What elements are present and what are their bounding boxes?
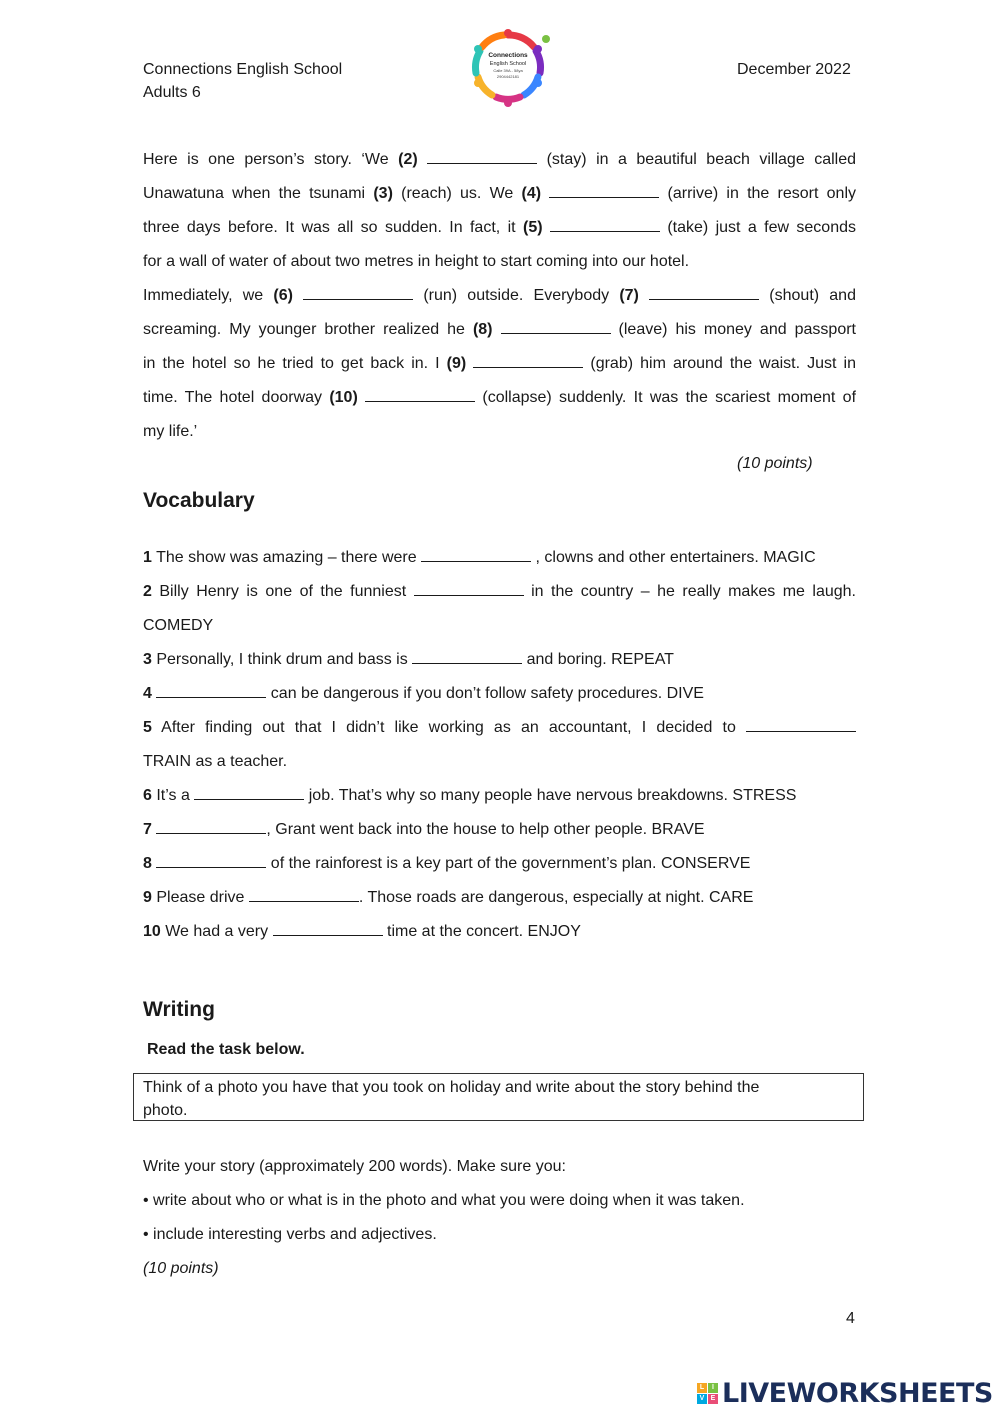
text-segment: We had a very [160,923,273,940]
text-segment: (take) just a few seconds [659,219,856,236]
item-number: (6) [273,287,293,304]
text-segment [639,287,649,304]
vocabulary-item-6 [143,779,856,813]
writing-task-box [133,1073,864,1121]
text-segment: , Grant went back into the house to help other people. BRAVE [266,821,705,838]
logo-letter-l: L [697,1383,707,1393]
header-date: December 2022 [737,61,851,78]
answer-blank[interactable] [649,285,759,300]
answer-blank[interactable] [414,581,524,596]
text-segment: Here is one person’s story. ‘We [143,151,399,168]
svg-text:English School: English School [489,61,527,67]
svg-text:Calle 39A - 58ya: Calle 39A - 58ya [493,68,523,73]
item-number: (4) [521,185,542,202]
answer-blank[interactable] [421,547,531,562]
vocabulary-item-1 [143,541,856,575]
story-line [143,143,856,177]
logo-letter-e: E [708,1394,718,1404]
story-line [143,177,856,211]
answer-blank[interactable] [549,183,659,198]
text-segment [493,321,501,338]
liveworksheets-brand: LIVEWORKSHEETS [722,1378,993,1409]
text-segment: Please drive [151,889,249,906]
story-line [143,279,856,313]
vocabulary-heading: Vocabulary [143,489,255,512]
item-number: 5 [143,719,152,736]
item-number: 10 [143,923,161,940]
vocabulary-item-7 [143,813,856,847]
answer-blank[interactable] [156,853,266,868]
answer-blank[interactable] [273,921,383,936]
item-number: (2) [398,151,418,168]
answer-blank[interactable] [550,217,660,232]
story-line [143,245,856,279]
text-segment: TRAIN as a teacher. [143,753,288,770]
item-number: 6 [143,787,152,804]
story-points: (10 points) [737,455,813,472]
writing-prompt: Write your story (approximately 200 words). Make sure you: [143,1158,566,1175]
answer-blank[interactable] [501,319,611,334]
vocabulary-item-2 [143,575,856,609]
text-segment: Immediately, we [143,287,274,304]
liveworksheets-watermark [697,1378,993,1409]
vocabulary-item-5 [143,745,856,779]
task-text-line-2: photo. [143,1102,188,1119]
text-segment: (arrive) in the resort only [659,185,856,202]
text-segment: . Those roads are dangerous, especially at night. CARE [358,889,754,906]
text-segment: job. That’s why so many people have nervous breakdowns. STRESS [304,787,797,804]
text-segment: my life.’ [143,423,198,440]
answer-blank[interactable] [303,285,413,300]
vocabulary-item-10 [143,915,856,949]
logo-ring-icon [466,27,550,107]
text-segment: (collapse) suddenly. It was the scariest moment of [475,389,856,406]
text-segment: , clowns and other entertainers. MAGIC [531,549,816,566]
item-number: 1 [143,549,152,566]
item-number: 3 [143,651,152,668]
school-logo [466,27,550,107]
text-segment: Personally, I think drum and bass is [151,651,413,668]
text-segment: (stay) in a beautiful beach village called [537,151,856,168]
text-segment [543,219,550,236]
writing-instruction: Read the task below. [147,1041,305,1058]
text-segment: (reach) us. We [392,185,522,202]
item-number: (7) [619,287,639,304]
item-number: 8 [143,855,152,872]
text-segment [541,185,549,202]
story-line [143,313,856,347]
story-line [143,381,856,415]
liveworksheets-logo-icon [697,1383,718,1404]
vocabulary-item-2 [143,609,856,643]
page-number: 4 [846,1310,855,1327]
vocabulary-item-3 [143,643,856,677]
writing-points: (10 points) [143,1260,219,1277]
answer-blank[interactable] [249,887,359,902]
answer-blank[interactable] [194,785,304,800]
text-segment: The show was amazing – there were [151,549,422,566]
logo-letter-v: V [697,1394,707,1404]
text-segment: Billy Henry is one of the funniest [151,583,414,600]
item-number: (5) [522,219,543,236]
school-name: Connections English School [143,61,343,78]
answer-blank[interactable] [473,353,583,368]
item-number: (3) [373,185,393,202]
text-segment: screaming. My younger brother realized he [143,321,473,338]
text-segment: (grab) him around the waist. Just in [583,355,856,372]
item-number: (9) [446,355,467,372]
item-number: 4 [143,685,152,702]
story-line [143,211,856,245]
item-number: (8) [472,321,493,338]
text-segment: can be dangerous if you don’t follow safety procedures. DIVE [266,685,704,702]
task-text-line-1: Think of a photo you have that you took on holiday and write about the story behind the [143,1079,760,1096]
writing-bullet-2: • include interesting verbs and adjectives. [143,1226,437,1243]
text-segment: time at the concert. ENJOY [382,923,581,940]
story-paragraph [143,143,856,449]
text-segment: (run) outside. Everybody [413,287,620,304]
text-segment: After finding out that I didn’t like working as an accountant, I decided to [151,719,746,736]
item-number: 7 [143,821,152,838]
text-segment: in the hotel so he tried to get back in. I [143,355,447,372]
text-segment: and boring. REPEAT [522,651,674,668]
text-segment: in the country – he really makes me laugh. [523,583,857,600]
writing-heading: Writing [143,998,215,1021]
text-segment: (leave) his money and passport [610,321,856,338]
svg-text:Connections: Connections [488,52,528,59]
item-number: 9 [143,889,152,906]
text-segment [466,355,473,372]
class-level: Adults 6 [143,84,201,101]
vocabulary-item-5 [143,711,856,745]
vocabulary-item-9 [143,881,856,915]
text-segment: Unawatuna when the tsunami [143,185,374,202]
writing-bullet-1: • write about who or what is in the photo and what you were doing when it was taken. [143,1192,745,1209]
text-segment: three days before. It was all so sudden. In fact, it [143,219,523,236]
answer-blank[interactable] [746,717,856,732]
text-segment [293,287,303,304]
text-segment: time. The hotel doorway [143,389,330,406]
logo-letter-i: I [708,1383,718,1393]
item-number: (10) [329,389,358,406]
text-segment: for a wall of water of about two metres in height to start coming into our hotel. [143,253,690,270]
story-line [143,415,856,449]
text-segment [418,151,427,168]
answer-blank[interactable] [412,649,522,664]
vocabulary-item-4 [143,677,856,711]
text-segment: of the rainforest is a key part of the government’s plan. CONSERVE [266,855,751,872]
answer-blank[interactable] [427,149,537,164]
svg-text:2904442181: 2904442181 [496,74,520,79]
answer-blank[interactable] [365,387,475,402]
text-segment: (shout) and [759,287,856,304]
vocabulary-item-8 [143,847,856,881]
text-segment: It’s a [151,787,195,804]
answer-blank[interactable] [156,683,266,698]
text-segment [358,389,365,406]
answer-blank[interactable] [156,819,266,834]
vocabulary-list [143,541,856,949]
text-segment: COMEDY [143,617,214,634]
story-line [143,347,856,381]
item-number: 2 [143,583,152,600]
